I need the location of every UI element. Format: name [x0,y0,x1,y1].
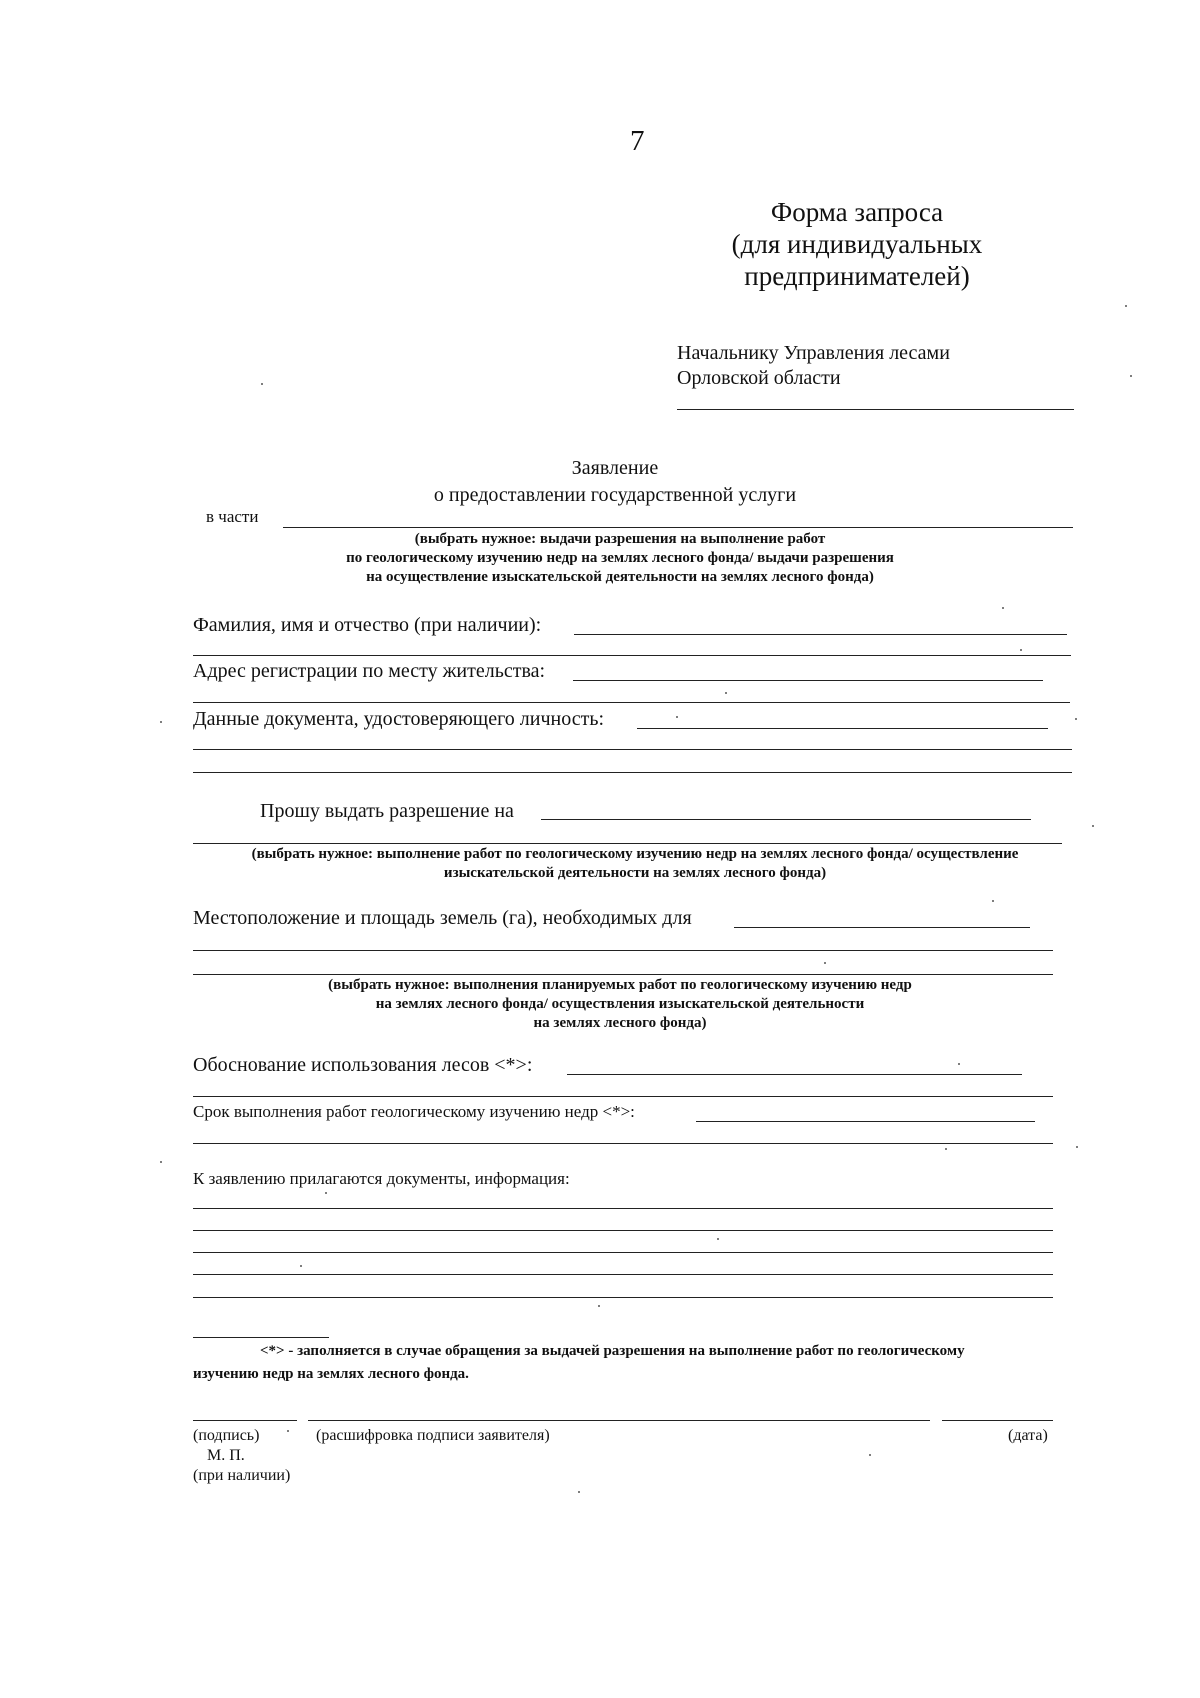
attachments-blank-line-3[interactable] [193,1252,1053,1253]
location-area-blank-line[interactable] [734,927,1030,928]
permit-note-line-2: изыскательской деятельности на землях лесного фонда) [443,865,827,881]
registration-address-blank-line[interactable] [573,680,1043,681]
addressee-block [677,341,950,391]
part-note [300,530,940,587]
part-blank-line[interactable] [283,527,1073,528]
form-title-line-1: Форма запроса [770,197,944,227]
full-name-blank-line[interactable] [574,634,1067,635]
location-note-line-1: (выбрать нужное: выполнения планируемых работ по геологическому изучению недр [328,977,912,993]
scan-speck [676,716,678,718]
work-period-label: Срок выполнения работ геологическому изучению недр <*>: [193,1102,635,1121]
part-label: в части [206,507,259,526]
signature-blank-line[interactable] [193,1420,297,1421]
full-name-blank-line-2[interactable] [193,655,1071,656]
statement-title [300,455,930,509]
location-note-line-2: на землях лесного фонда/ осуществления изыскательской деятельности [375,996,865,1012]
work-period-blank-line-2[interactable] [193,1143,1053,1144]
stamp-note: (при наличии) [193,1467,291,1484]
attachments-label: К заявлению прилагаются документы, информация: [193,1169,570,1188]
stamp-label: М. П. [207,1447,245,1464]
scan-speck [725,692,727,694]
scan-speck [300,1265,302,1267]
forest-use-justification-blank-line[interactable] [567,1074,1022,1075]
permit-note-line-1: (выбрать нужное: выполнение работ по геологическому изучению недр на землях лесного фонда/ осуществление [251,846,1019,862]
addressee-line-1: Начальнику Управления лесами [677,342,950,364]
attachments-blank-line-4[interactable] [193,1274,1053,1275]
date-blank-line[interactable] [942,1420,1053,1421]
permit-request-blank-line[interactable] [541,819,1031,820]
scan-speck [578,1491,580,1493]
location-note-line-3: на землях лесного фонда) [533,1015,707,1031]
part-note-line-3: на осуществление изыскательской деятельности на землях лесного фонда) [366,569,874,585]
scan-speck [1076,1146,1078,1148]
permit-note [210,845,1060,883]
scan-speck [824,962,826,964]
addressee-blank-line[interactable] [677,409,1074,410]
location-note [290,976,950,1033]
work-period-blank-line[interactable] [696,1121,1035,1122]
registration-address-blank-line-2[interactable] [193,702,1070,703]
scan-speck [1130,375,1132,377]
scan-speck [869,1454,871,1456]
location-area-label: Местоположение и площадь земель (га), необходимых для [193,907,692,929]
form-title [722,196,992,292]
page-number: 7 [630,125,645,157]
footnote [193,1340,965,1386]
footnote-line-2: изучению недр на землях лесного фонда. [193,1366,469,1382]
date-caption: (дата) [1008,1427,1048,1444]
signature-caption-block [193,1426,290,1486]
scan-speck [1125,305,1127,307]
part-note-line-1: (выбрать нужное: выдачи разрешения на выполнение работ [414,531,826,547]
identity-document-blank-line[interactable] [637,728,1048,729]
identity-document-blank-line-3[interactable] [193,772,1072,773]
identity-document-blank-line-2[interactable] [193,749,1072,750]
scan-speck [945,1148,947,1150]
scan-speck [717,1238,719,1240]
registration-address-label: Адрес регистрации по месту жительства: [193,660,546,682]
decoding-caption: (расшифровка подписи заявителя) [316,1427,550,1444]
statement-subtitle-line: о предоставлении государственной услуги [433,484,797,506]
location-area-blank-line-2[interactable] [193,950,1053,951]
permit-request-blank-line-2[interactable] [193,843,1062,844]
decoding-blank-line[interactable] [308,1420,930,1421]
scan-speck [992,900,994,902]
scan-speck [160,721,162,723]
scan-speck [958,1063,960,1065]
attachments-blank-line-2[interactable] [193,1230,1053,1231]
permit-request-label: Прошу выдать разрешение на [260,800,514,822]
scan-speck [1092,825,1094,827]
scan-speck [1020,649,1022,651]
full-name-label: Фамилия, имя и отчество (при наличии): [193,614,542,636]
form-title-line-3: предпринимателей) [744,261,970,291]
location-area-blank-line-3[interactable] [193,974,1053,975]
scan-speck [261,383,263,385]
signature-caption: (подпись) [193,1427,260,1444]
form-title-line-2: (для индивидуальных [731,229,983,259]
scan-speck [325,1192,327,1194]
scan-speck [1075,718,1077,720]
scan-speck [1002,607,1004,609]
scan-speck [598,1305,600,1307]
attachments-blank-line-5[interactable] [193,1297,1053,1298]
footnote-separator [193,1337,329,1338]
scan-speck [160,1161,162,1163]
identity-document-label: Данные документа, удостоверяющего личность: [193,708,605,730]
statement-title-line: Заявление [571,457,659,479]
forest-use-justification-blank-line-2[interactable] [193,1096,1053,1097]
attachments-blank-line-1[interactable] [193,1208,1053,1209]
part-note-line-2: по геологическому изучению недр на землях лесного фонда/ выдачи разрешения [346,550,894,566]
addressee-line-2: Орловской области [677,367,841,389]
footnote-line-1: <*> - заполняется в случае обращения за выдачей разрешения на выполнение работ по геологическому [260,1343,965,1359]
scan-speck [287,1430,289,1432]
forest-use-justification-label: Обоснование использования лесов <*>: [193,1054,533,1076]
